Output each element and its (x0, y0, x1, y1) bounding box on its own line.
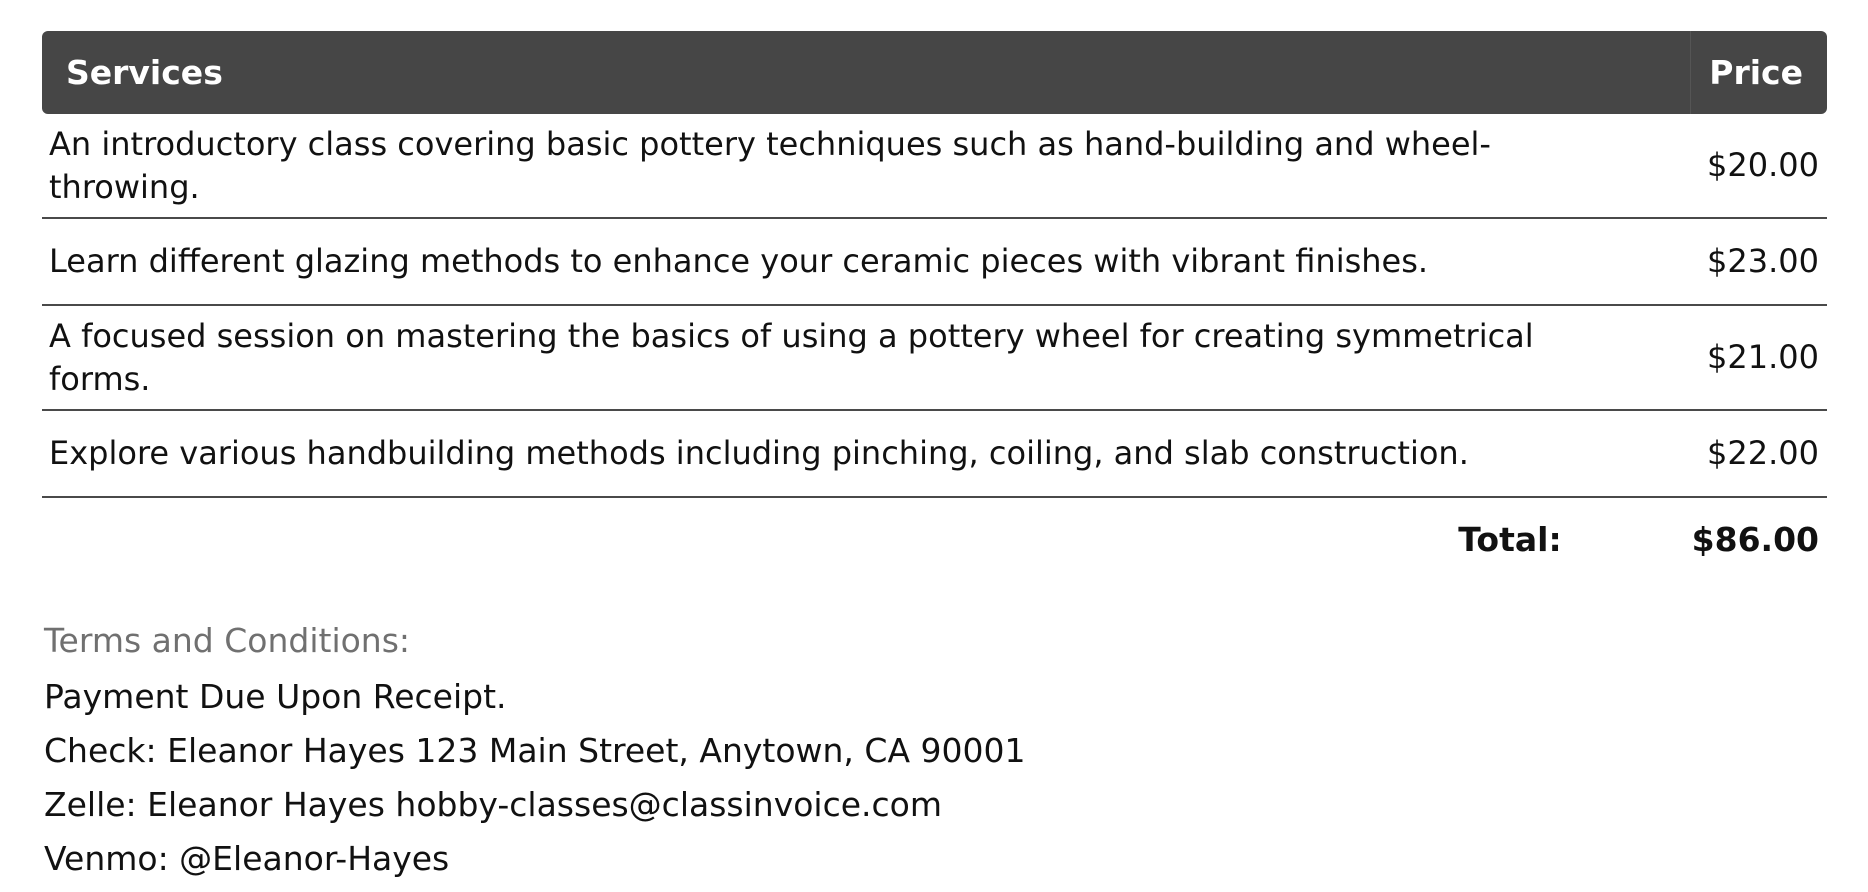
terms-zelle: Zelle: Eleanor Hayes hobby-classes@classinvoice.com (44, 785, 942, 824)
table-row (42, 306, 1827, 411)
services-table (42, 31, 1827, 580)
total-label: Total: (1458, 519, 1562, 559)
table-header (42, 31, 1827, 114)
service-price: $23.00 (1707, 242, 1819, 280)
service-price: $21.00 (1707, 338, 1819, 376)
service-description: An introductory class covering basic pottery techniques such as hand-building and wheel-throwing. (49, 124, 1491, 206)
table-row (42, 219, 1827, 306)
table-row (42, 114, 1827, 219)
terms-section (44, 620, 1026, 892)
service-description: Explore various handbuilding methods including pinching, coiling, and slab construction. (49, 434, 1469, 472)
total-value: $86.00 (1691, 519, 1819, 559)
table-row (42, 411, 1827, 498)
header-price: Price (1690, 31, 1827, 114)
terms-payment-due: Payment Due Upon Receipt. (44, 677, 507, 716)
total-row (42, 498, 1827, 580)
service-description: Learn different glazing methods to enhance your ceramic pieces with vibrant finishes. (49, 242, 1429, 280)
service-price: $20.00 (1707, 146, 1819, 184)
terms-heading: Terms and Conditions: (44, 621, 411, 660)
terms-check: Check: Eleanor Hayes 123 Main Street, Anytown, CA 90001 (44, 731, 1026, 770)
terms-venmo: Venmo: @Eleanor-Hayes (44, 839, 450, 878)
header-services: Services (66, 53, 223, 92)
service-description: A focused session on mastering the basics of using a pottery wheel for creating symmetrical forms. (49, 316, 1534, 398)
service-price: $22.00 (1707, 434, 1819, 472)
